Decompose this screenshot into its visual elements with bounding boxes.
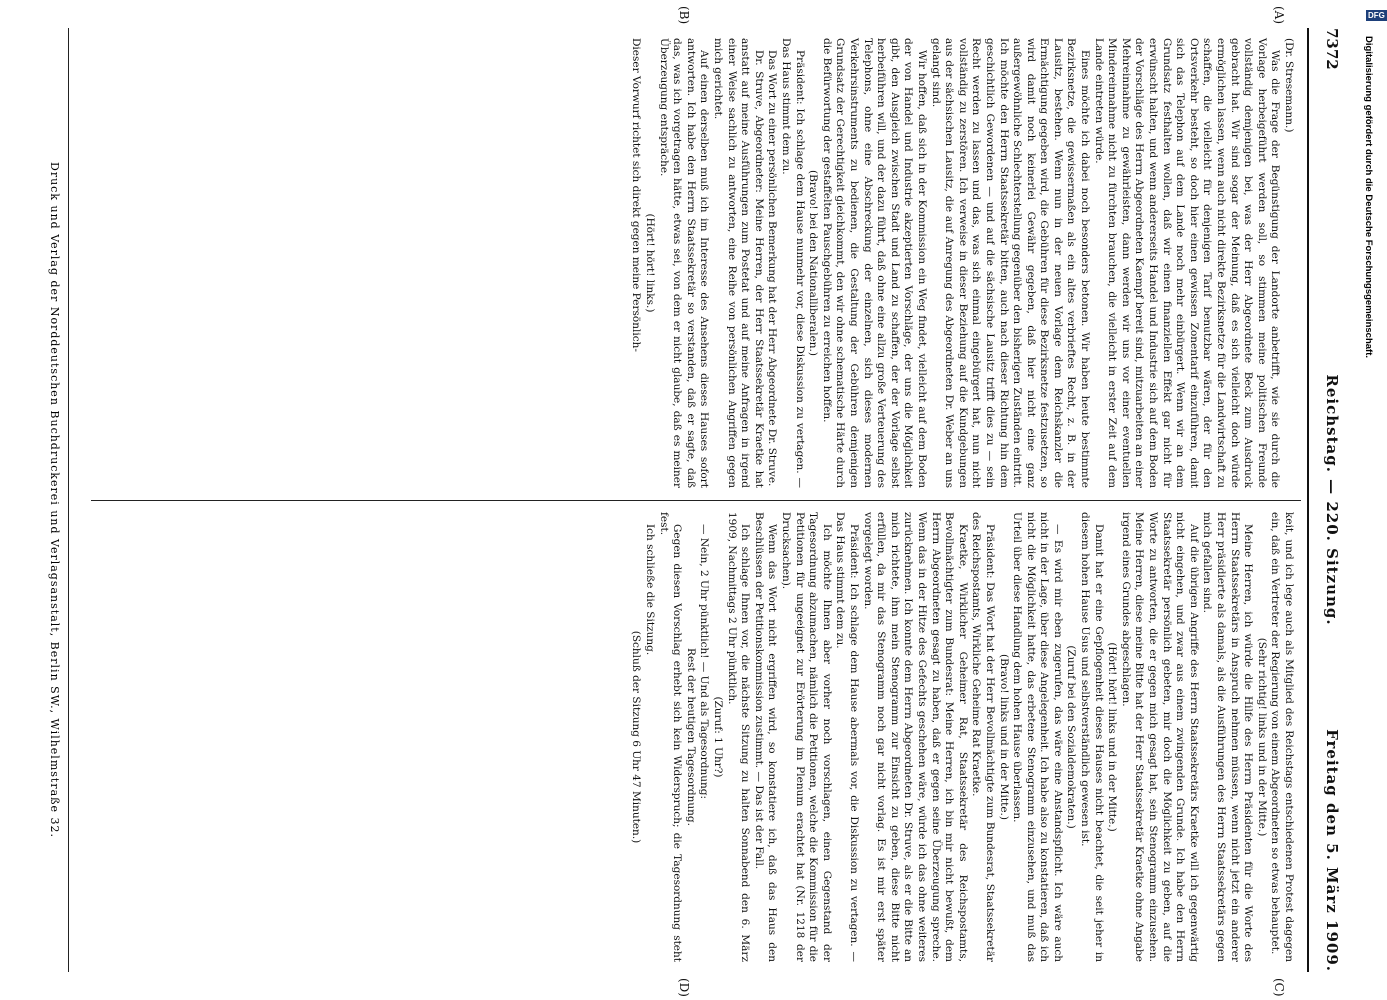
paragraph: Präsident: Ich schlage dem Hause abermals vor, die Diskussion zu vertagen. — Das Haus stimmt dem zu. (834, 512, 860, 962)
right-column (95, 512, 1295, 962)
interjection: (Sehr richtig! links und in der Mitte.) (1255, 637, 1268, 837)
paragraph: — Nein, 2 Uhr pünktlich! — Und als Tagesordnung: (698, 524, 711, 799)
paragraph: Wir hoffen, daß sich in der Kommission ein Weg findet, vielleicht auf dem Boden der von Handel und Industrie akzeptierten Vorschläge, der uns die Möglichkeit gibt, den Ausgleich zwischen Stadt und Land zu schaffen, der der Vorlage selbst herbeiführen will, und der dazu führt, daß ohne eine allzu große Verteuerung des Telephons, ohne eine Abschreckung der einzelnen, sich dieses modernen Verkehrsinstruments zu bedienen, die Gestaltung der Gebühren demjenigen Grundsatz der Gerechtigkeit gleichkommt, den wir ohne schematische Härte durch die Befürwortung der gestaffelten Pauschgebühren zu erreichen hoffen. (820, 38, 928, 488)
dfg-logo: DFG (1368, 11, 1385, 20)
paragraph: Ich schlage Ihnen vor, die nächste Sitzung zu halten Sonnabend den 6. März 1909, Nachmittags 2 Uhr pünktlich. (725, 512, 752, 962)
paragraph: Dr. Struve, Abgeordneter: Meine Herren, der Herr Staatssekretär Kraetke hat anstatt auf meine Ausführungen zum Postetat und auf meine Anfragen in irgend einer Weise sachlich zu antworten, eine Reihe von persönlichen Angriffen gegen mich gerichtet. (712, 38, 765, 488)
agenda-item: Rest der heutigen Tagesordnung. (684, 648, 697, 826)
page-body (71, 6, 1341, 997)
paragraph: Dieser Vorwurf richtet sich direkt gegen meine Persönlich- (630, 38, 643, 352)
paragraph: Wenn das Wort nicht ergriffen wird, so konstatiere ich, daß das Haus den Beschlüssen der Petitionskommission zustimmt. — Das ist der Fall. (752, 512, 779, 962)
interjection: (Hört! hört! links und in der Mitte.) (1106, 642, 1119, 832)
paragraph: Ich möchte Ihnen aber vorher noch vorschlagen, einen Gegenstand der Tagesordnung abzumachen, nämlich die Petitionen, welche die Kommission für die Petitionen für ungeeignet zur Erörterung im Plenum erachtet hat (Nr. 1218 der Drucksachen). (780, 512, 833, 962)
paragraph: Eines möchte ich dabei noch besonders betonen. Wir haben heute bestimmte Bezirksnetze, die gewissermaßen als ein altes verbrieftes Recht, z. B. in der Lausitz, bestehen. Wenn nun in der neuen Vorlage dem Reichskanzler die Ermächtigung gegeben wird, die Gebühren für diese Bezirksnetze festzusetzen, so wird damit noch keinerlei Gewähr gegeben, daß hier nicht eine ganz außergewöhnliche Schlechterstellung gegenüber den bisherigen Zuständen eintritt. Ich möchte den Herrn Staatssekretär bitten, auch nach dieser Richtung hin dem geschichtlich Gewordenen — und auf die sächsische Lausitz trifft dies zu — sein Recht werden zu lassen und das, was sich einmal eingebürgert hat, nun nicht vollständig zu zerstören. Ich verweise in dieser Beziehung auf die Kundgebungen aus der sächsischen Lausitz, die auf Anregung des Abgeordneten Dr. Weber an uns gelangt sind. (929, 38, 1092, 488)
margin-mark-c: (C) (1272, 978, 1286, 997)
paragraph: — Es wird mir eben zugerufen, das wäre eine Anstandspflicht. Ich wäre auch nicht in der Lage, über diese Angelegenheit. Ich habe also zu konstatieren, daß ich nicht die Möglichkeit hatte, das erbetene Stenogramm einzusehen, und muß das Urteil über diese Handlung dem hohen Hause überlassen. (1011, 512, 1064, 962)
interjection: (Zuruf bei den Sozialdemokraten.) (1065, 645, 1078, 829)
session-date: Freitag den 5. März 1909. (1323, 729, 1341, 972)
footer-rule (68, 28, 69, 972)
header-rule (1307, 28, 1309, 972)
margin-mark-b: (B) (677, 6, 691, 25)
left-column (95, 38, 1295, 488)
margin-mark-a: (A) (1272, 6, 1286, 25)
paragraph: Ich schließe die Sitzung. (644, 524, 657, 656)
interjection: (Zuruf: 1 Uhr?) (712, 696, 725, 778)
paragraph: Auf einen derselben muß ich im Interesse des Ansehens dieses Hauses sofort antworten. Ich habe den Herrn Staatssekretär so verstanden, daß er sagte, daß das, was ich vorgetragen hätte, etwas sei, von dem er nicht glaube, daß es meiner Überzeugung entspräche. (657, 38, 711, 488)
digitization-note: Digitalisierung gefördert durch die Deutsche Forschungsgemeinschaft. (1363, 36, 1374, 358)
margin-mark-d: (D) (677, 978, 691, 997)
paragraph: Was die Frage der Begünstigung der Landorte anbetrifft, wie sie durch die Vorlage herbeigeführt werden soll, so stimmen meine politischen Freunde vollständig demjenigen bei, was der Herr Abgeordnete Beck zum Ausdruck gebracht hat. Wir sind sogar der Meinung, daß es sich vielleicht doch würde ermöglichen lassen, wenn auch nicht direkte Bezirksnetze für die Landwirtschaft zu schaffen, die vielleicht für denjenigen Tarif benutzbar wären, der für den Ortsverkehr besteht, so doch hier einen gewissen Zonentarif einzuführen, damit sich das Telephon auf dem Lande noch mehr einbürgert. Wenn wir an dem Grundsatz festhalten wollen, daß wir einen finanziellen Effekt gar nicht für erwünscht halten, und wenn andererseits Handel und Industrie sich auf dem Boden der Vorschläge des Herrn Abgeordneten Kaempf bereit sind, mitzuarbeiten an einer Mehreinnahme zu gewährleisten, dann werden wir uns vor einer eventuellen Mindereinnahme nicht zu fürchten brauchen, die vielleicht in erster Zeit auf dem Lande eintreten würde. (1092, 38, 1282, 488)
paragraph: keit, und ich lege auch als Mitglied des Reichstags entschiedenen Protest dagegen ein, daß ein Vertreter der Regierung von einem Abgeordneten so etwas behauptet. (1269, 512, 1295, 962)
interjection: (Bravo! links und in der Mitte.) (997, 653, 1010, 820)
running-head: Reichstag. — 220. Sitzung. (1323, 374, 1341, 626)
paragraph: Gegen diesen Vorschlag erhebt sich kein Widerspruch; die Tagesordnung steht fest. (657, 512, 684, 962)
column-divider (91, 500, 1301, 501)
paragraph: Präsident: Das Wort hat der Herr Bevollmächtigte zum Bundesrat, Staatssekretär des Reichspostamts, Wirkliche Geheime Rat Kraetke. (970, 512, 996, 962)
closing-note: (Schluß der Sitzung 6 Uhr 47 Minuten.) (630, 630, 643, 844)
paragraph: Damit hat er eine Gepflogenheit dieses Hauses nicht beachtet, die seit jeher in diesem hohen Hause Usus und selbstverständlich gewesen ist. (1079, 512, 1105, 962)
paragraph: Auf die übrigen Angriffe des Herrn Staatssekretärs Kraetke will ich gegenwärtig nicht eingehen, und zwar aus einem zwingenden Grunde. Ich habe den Herrn Staatssekretär persönlich gebeten, mir doch die Möglichkeit zu geben, auf die Worte zu antworten, die er gegen mich gesagt hat, sein Stenogramm einzusehen. Meine Herren, diese meine Bitte hat der Herr Staatssekretär Kraetke ohne Angabe irgend eines Grundes abgeschlagen. (1119, 512, 1200, 962)
paragraph: Meine Herren, ich würde die Hilfe des Herrn Präsidenten für die Worte des Herrn Staatssekretärs in Anspruch nehmen müssen, wenn nicht jetzt ein anderer Herr präsidierte als damals, als die Ausführungen des Herrn Staatssekretärs gegen mich gefallen sind. (1201, 512, 1255, 962)
paragraph: Das Wort zu einer persönlichen Bemerkung hat der Herr Abgeordnete Dr. Struve. (766, 50, 779, 487)
printer-imprint: Druck und Verlag der Norddeutschen Buchdruckerei und Verlagsanstalt, Berlin SW., Wilhelmstraße 32. (48, 162, 61, 838)
paragraph: Präsident: Ich schlage dem Hause nunmehr vor, diese Diskussion zu vertagen. — Das Haus stimmt dem zu. (780, 38, 806, 488)
speaker-continuation: (Dr. Stresemann.) (1283, 38, 1295, 133)
paragraph: Kraetke, Wirklicher Geheimer Rat, Staatssekretär des Reichspostamts, Bevollmächtigter zum Bundesrat: Meine Herren, ich bin mir nicht bewußt, dem Herrn Abgeordneten gesagt zu haben, daß er gegen seine Überzeugung spreche. Wenn das in der Hitze des Gefechts geschehen wäre, würde ich das ohne weiteres zurücknehmen. Ich konnte dem Herrn Abgeordneten Dr. Struve, als er die Bitte an mich richtete, ihm mein Stenogramm zur Einsicht zu geben, diese Bitte nicht erfüllen, da mir das Stenogramm noch gar nicht vorlag. Es ist mir erst später vorgelegt worden. (861, 512, 969, 962)
interjection: (Hört! hört! links.) (644, 213, 657, 313)
page-number: 7372 (1323, 28, 1341, 70)
interjection: (Bravo! bei den Nationalliberalen.) (807, 170, 820, 356)
